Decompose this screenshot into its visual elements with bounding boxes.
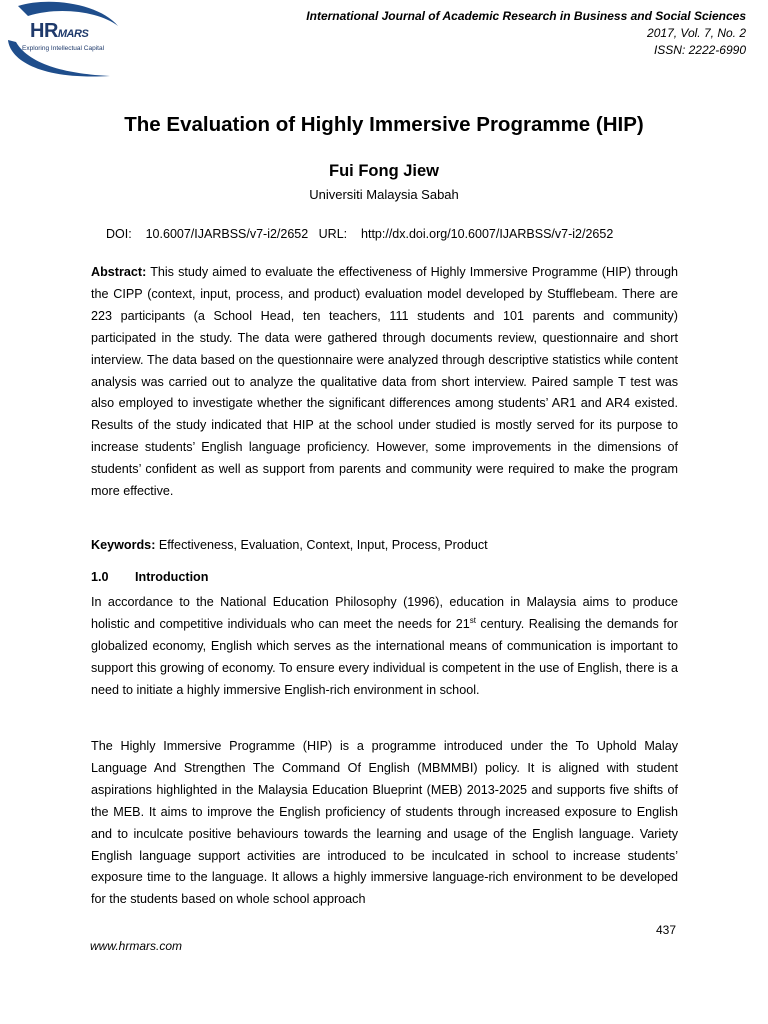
journal-info xyxy=(306,8,746,59)
author-name: Fui Fong Jiew xyxy=(329,162,439,180)
doi-label: DOI: xyxy=(106,227,132,241)
intro-p1-superscript: st xyxy=(469,615,476,625)
paper-title: The Evaluation of Highly Immersive Programme (HIP) xyxy=(124,113,644,136)
doi-value[interactable]: 10.6007/IJARBSS/v7-i2/2652 xyxy=(145,227,309,241)
section-heading-introduction xyxy=(91,570,208,584)
doi-line xyxy=(106,227,613,241)
page-number: 437 xyxy=(656,923,677,937)
section-number: 1.0 xyxy=(91,570,109,584)
footer-website[interactable]: www.hrmars.com xyxy=(90,939,183,953)
hrmars-logo xyxy=(0,0,130,80)
author-affiliation: Universiti Malaysia Sabah xyxy=(309,187,459,202)
abstract-paragraph xyxy=(91,262,678,503)
journal-issue: 2017, Vol. 7, No. 2 xyxy=(647,26,746,40)
abstract-label: Abstract: xyxy=(91,265,147,279)
intro-p1-text-b: century. Realising the demands for globalized economy, English which serves as the international means of communication is important to support this growing of economy. To ensure every individual is competent in the use of English, there is a need to initiate a highly immersive English-rich environment in school. xyxy=(91,616,678,697)
url-label: URL: xyxy=(318,227,348,241)
section-title: Introduction xyxy=(135,570,209,584)
journal-issn: ISSN: 2222-6990 xyxy=(653,43,746,57)
abstract-text: This study aimed to evaluate the effectiveness of Highly Immersive Programme (HIP) through the CIPP (context, input, process, and product) evaluation model developed by Stufflebeam. There are 223 participants (a School Head, ten teachers, 111 students and 101 parents and community) participated in the study. The data were gathered through documents review, questionnaire and short interview. The data based on the questionnaire were analyzed through descriptive statistics while content analysis was carried out to analyze the qualitative data from short interview. Paired sample T test was also employed to investigate whether the significant differences among students’ AR1 and AR4 existed. Results of the study indicated that HIP at the school under studied is mostly served for its purpose to increase students’ English language proficiency. However, some improvements in the dimensions of students’ confident as well as support from parents and community were required to make the program more effective. xyxy=(91,265,678,499)
logo-tagline: Exploring Intellectual Capital xyxy=(22,45,105,52)
journal-name: International Journal of Academic Research in Business and Social Sciences xyxy=(306,9,746,23)
keywords-label: Keywords: xyxy=(91,538,156,552)
intro-paragraph-2: The Highly Immersive Programme (HIP) is a programme introduced under the To Uphold Malay Language And Strengthen The Command Of English (MBMMBI) policy. It is aligned with student aspirations highlighted in the Malaysia Education Blueprint (MEB) 2013-2025 and supports five shifts of the MEB. It aims to improve the English proficiency of students through increased exposure to English and to inculcate positive behaviours towards the learning and usage of the English language. Variety English language support activities are introduced to be inculcated in school to increase students’ exposure time to the language. It allows a highly immersive language-rich environment to be developed for the students based on whole school approach xyxy=(91,739,678,907)
keywords-text: Effectiveness, Evaluation, Context, Input, Process, Product xyxy=(158,538,488,552)
logo-wordmark: HRMARS xyxy=(30,20,89,42)
url-link[interactable]: http://dx.doi.org/10.6007/IJARBSS/v7-i2/2652 xyxy=(361,227,614,241)
keywords-paragraph xyxy=(91,535,678,557)
intro-p1-text-a: In accordance to the National Education Philosophy (1996), education in Malaysia aims to produce holistic and competitive individuals who can meet the needs for 21 xyxy=(91,595,678,631)
intro-paragraph-1 xyxy=(91,592,678,702)
